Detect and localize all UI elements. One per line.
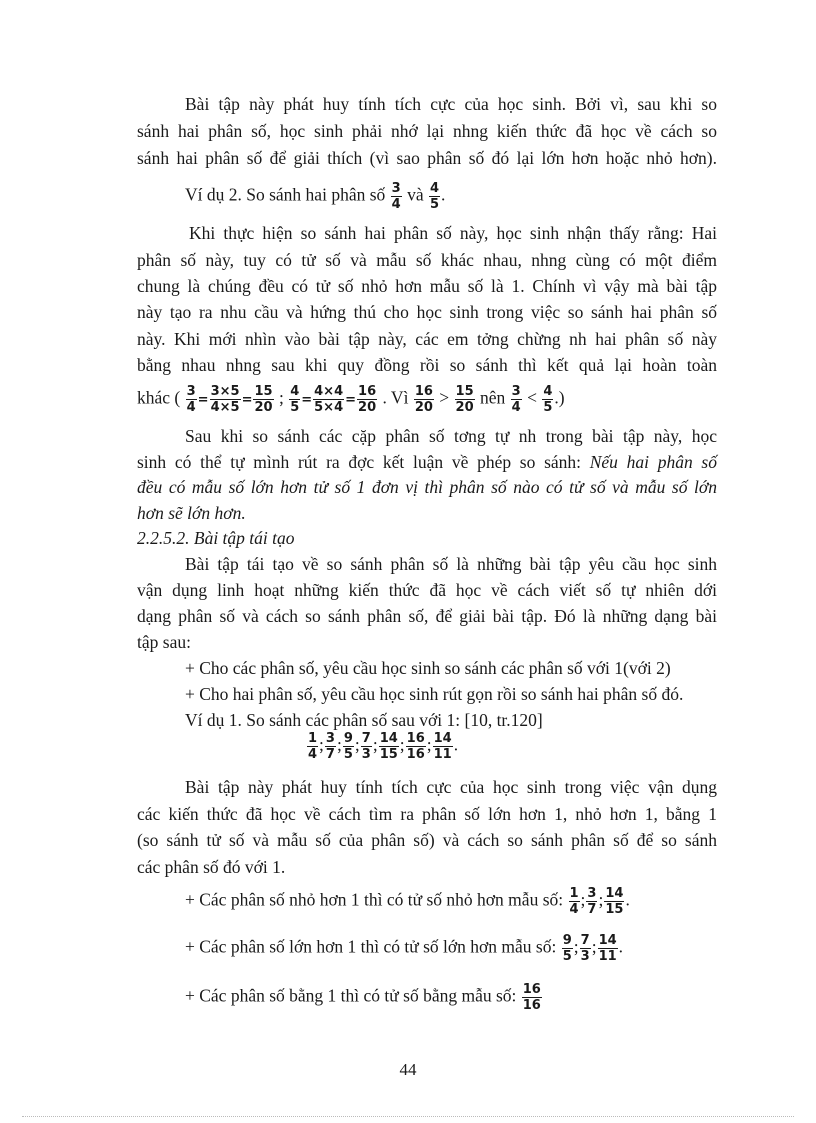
paragraph-line: (so sánh tử số và mẫu số của phân số) và cách so sánh phân số để so sánh: [137, 830, 717, 850]
paragraph-line: Bài tập tái tạo về so sánh phân số là những bài tập yêu cầu học sinh: [185, 554, 717, 574]
paragraph-line: hơn sẽ lớn hơn.: [137, 503, 246, 523]
bullet-line: + Các phân số lớn hơn 1 thì có tử số lớn hơn mẫu số: $\frac{9}{5}$ ; $\frac{7}{3}$ ; $\frac{14}{11}$ .: [185, 933, 624, 964]
fraction: $\frac{4}{5}$: [290, 384, 300, 415]
fraction: $\frac{14}{15}$: [605, 886, 624, 917]
fraction: $\frac{9}{5}$: [562, 933, 572, 964]
example-2-line: Ví dụ 2. So sánh hai phân số $\frac{3}{4}$ và $\frac{4}{5}$ .: [185, 181, 446, 212]
fraction: $\frac{7}{3}$: [361, 731, 371, 762]
paragraph-line: sánh hai phân số để giải thích (vì sao phân số đó lại lớn hơn hoặc nhỏ hơn).: [137, 148, 717, 168]
fraction: $\frac{1}{4}$: [308, 731, 318, 762]
paragraph-line: chung là chúng đều có tử số nhỏ hơn mẫu số là 1. Chính vì vậy mà bài tập: [137, 276, 717, 296]
paragraph-line: sánh hai phân số, học sinh phải nhớ lại nhng kiến thức đã học về cách so: [137, 121, 717, 141]
fraction: $\frac{3}{7}$: [587, 886, 597, 917]
paragraph-line: phân số này, tuy có tử số và mẫu số khác nhau, nhng cùng có một điểm: [137, 250, 717, 270]
fraction: $\frac{15}{20}$: [455, 384, 474, 415]
fraction: $\frac{14}{15}$: [379, 731, 398, 762]
bullet-line: + Các phân số nhỏ hơn 1 thì có tử số nhỏ hơn mẫu số: $\frac{1}{4}$ ; $\frac{3}{7}$ ; $\frac{14}{15}$ .: [185, 886, 630, 917]
paragraph-line: dạng phân số và cách so sánh phân số, để giải bài tập. Đó là những dạng bài: [137, 606, 717, 626]
fraction: $\frac{16}{20}$: [414, 384, 433, 415]
comparison-line: khác ( $\frac{3}{4}$ = $\frac{3\times 5}{4\times 5}$ = $\frac{15}{20}$ ; $\frac{4}{5}$ = $\frac{4\times 4}{5\times 4}$ = $\frac{16}{20}$ . Vì $\frac{16}{20}$ > $\frac{15}{20}$ nên $\frac{3}{4}$ < $\frac{4}{5}$ .): [137, 384, 565, 415]
paragraph-line: đều có mẫu số lớn hơn tử số 1 đơn vị thì phân số nào có tử số và mẫu số lớn: [137, 477, 717, 497]
page-number: 44: [399, 1060, 417, 1079]
paragraph-line: này. Khi mới nhìn vào bài tập này, các em tởng chừng nh hai phân số này: [137, 329, 717, 349]
fraction: $\frac{3}{7}$: [325, 731, 335, 762]
paragraph-line: này tạo ra nhu cầu và hứng thú cho học sinh trong việc so sánh hai phân số: [137, 302, 717, 322]
paragraph-line: Sau khi so sánh các cặp phân số tơng tự nh trong bài tập này, học: [185, 426, 717, 446]
paragraph-line: vận dụng linh hoạt những kiến thức đã học về cách viết số tự nhiên dới: [137, 580, 717, 600]
fraction-3-4: $\frac{3}{4}$: [391, 181, 401, 212]
paragraph-line: bằng nhau nhng sau khi quy đồng rồi so sánh thì kết quả lại hoàn toàn: [137, 355, 717, 375]
section-heading: 2.2.5.2. Bài tập tái tạo: [137, 528, 295, 548]
fraction: $\frac{4\times 4}{5\times 4}$: [314, 384, 344, 415]
bullet-line: + Các phân số bằng 1 thì có tử số bằng mẫu số: $\frac{16}{16}$: [185, 982, 541, 1013]
fraction-4-5: $\frac{4}{5}$: [429, 181, 440, 212]
fraction: $\frac{14}{11}$: [598, 933, 617, 964]
paragraph-line: các phân số đó với 1.: [137, 857, 286, 877]
paragraph-line: Khi thực hiện so sánh hai phân số này, học sinh nhận thấy rằng: Hai: [189, 223, 717, 243]
text: Ví dụ 2. So sánh hai phân số: [185, 184, 386, 205]
paragraph-line: sinh có thể tự mình rút ra đợc kết luận về phép so sánh: Nếu hai phân số: [137, 452, 717, 472]
fraction: $\frac{3\times 5}{4\times 5}$: [210, 384, 240, 415]
fraction: $\frac{7}{3}$: [580, 933, 590, 964]
fraction: $\frac{15}{20}$: [254, 384, 273, 415]
fraction: $\frac{3}{4}$: [511, 384, 521, 415]
example-1-line: Ví dụ 1. So sánh các phân số sau với 1: [10, tr.120]: [185, 710, 543, 730]
bullet-line: + Cho các phân số, yêu cầu học sinh so sánh các phân số với 1(với 2): [185, 658, 671, 678]
paragraph-line: Bài tập này phát huy tính tích cực của học sinh. Bởi vì, sau khi so: [185, 94, 717, 114]
bullet-line: + Cho hai phân số, yêu cầu học sinh rút gọn rồi so sánh hai phân số đó.: [185, 684, 684, 704]
fraction: $\frac{16}{16}$: [406, 731, 425, 762]
paragraph-line: tập sau:: [137, 632, 191, 652]
fraction-list: $\frac{1}{4}$ ; $\frac{3}{7}$ ; $\frac{9}{5}$ ; $\frac{7}{3}$ ; $\frac{14}{15}$ ; $\frac{16}{16}$ ; $\frac{14}{11}$ .: [308, 731, 459, 762]
text: và: [407, 184, 424, 205]
paragraph-line: Bài tập này phát huy tính tích cực của học sinh trong việc vận dụng: [185, 777, 717, 797]
fraction: $\frac{9}{5}$: [343, 731, 353, 762]
fraction: $\frac{3}{4}$: [186, 384, 196, 415]
fraction: $\frac{14}{11}$: [433, 731, 452, 762]
fraction: $\frac{16}{16}$: [522, 982, 541, 1013]
fraction: $\frac{16}{20}$: [358, 384, 377, 415]
fraction: $\frac{1}{4}$: [569, 886, 579, 917]
bottom-dotted-divider: [22, 1116, 794, 1117]
paragraph-line: các kiến thức đã học về cách tìm ra phân số lớn hơn 1, nhỏ hơn 1, bằng 1: [137, 804, 717, 824]
fraction: $\frac{4}{5}$: [543, 384, 553, 415]
